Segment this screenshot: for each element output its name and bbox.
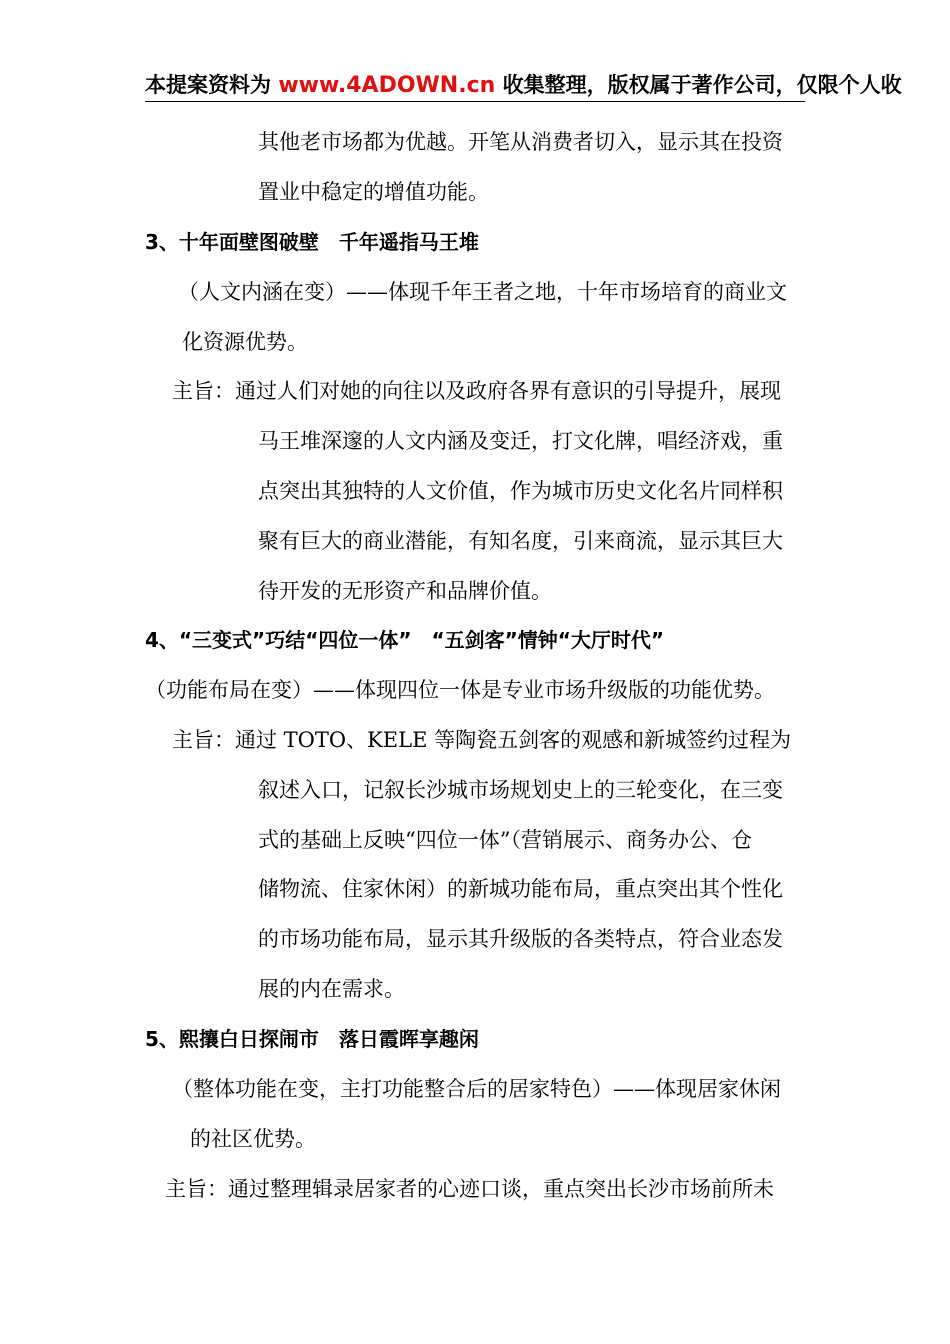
header-website: www.4ADOWN.cn <box>278 73 496 98</box>
section-heading-4: 4、“三变式”巧结“四位一体” “五剑客”情钟“大厅时代” <box>145 628 665 652</box>
body-line: （整体功能在变，主打功能整合后的居家特色）——体现居家休闲 <box>172 1077 781 1101</box>
body-line: 待开发的无形资产和品牌价值。 <box>258 579 552 603</box>
header-divider <box>145 101 805 102</box>
body-line: 式的基础上反映“四位一体”（营销展示、商务办公、仓 <box>258 828 752 852</box>
body-line: 储物流、住家休闲）的新城功能布局，重点突出其个性化 <box>258 877 783 901</box>
body-line: 展的内在需求。 <box>258 977 405 1001</box>
body-line: （人文内涵在变）——体现千年王者之地，十年市场培育的商业文 <box>178 280 787 304</box>
document-header <box>145 70 950 100</box>
body-line: 聚有巨大的商业潜能，有知名度，引来商流，显示其巨大 <box>258 529 783 553</box>
purpose-line: 主旨：通过整理辑录居家者的心迹口谈，重点突出长沙市场前所未 <box>165 1177 774 1201</box>
body-line: 点突出其独特的人文价值，作为城市历史文化名片同样积 <box>258 479 783 503</box>
purpose-line: 主旨：通过人们对她的向往以及政府各界有意识的引导提升，展现 <box>172 379 781 403</box>
body-line: 马王堆深邃的人文内涵及变迁，打文化牌，唱经济戏，重 <box>258 429 783 453</box>
header-suffix: 收集整理，版权属于著作公司，仅限个人收 <box>495 73 902 97</box>
section-heading-3: 3、十年面壁图破壁 千年遥指马王堆 <box>145 230 479 254</box>
body-line: 置业中稳定的增值功能。 <box>258 180 489 204</box>
body-line: 的市场功能布局，显示其升级版的各类特点，符合业态发 <box>258 927 783 951</box>
body-line: 化资源优势。 <box>182 330 308 354</box>
header-prefix: 本提案资料为 <box>145 73 279 97</box>
body-line: 其他老市场都为优越。开笔从消费者切入，显示其在投资 <box>258 130 783 154</box>
body-line: （功能布局在变）——体现四位一体是专业市场升级版的功能优势。 <box>145 678 775 702</box>
body-line: 叙述入口，记叙长沙城市场规划史上的三轮变化，在三变 <box>258 778 783 802</box>
body-line: 的社区优势。 <box>190 1127 316 1151</box>
purpose-line: 主旨：通过 TOTO、KELE 等陶瓷五剑客的观感和新城签约过程为 <box>172 728 792 752</box>
section-heading-5: 5、熙攘白日探闹市 落日霞晖享趣闲 <box>145 1027 479 1051</box>
